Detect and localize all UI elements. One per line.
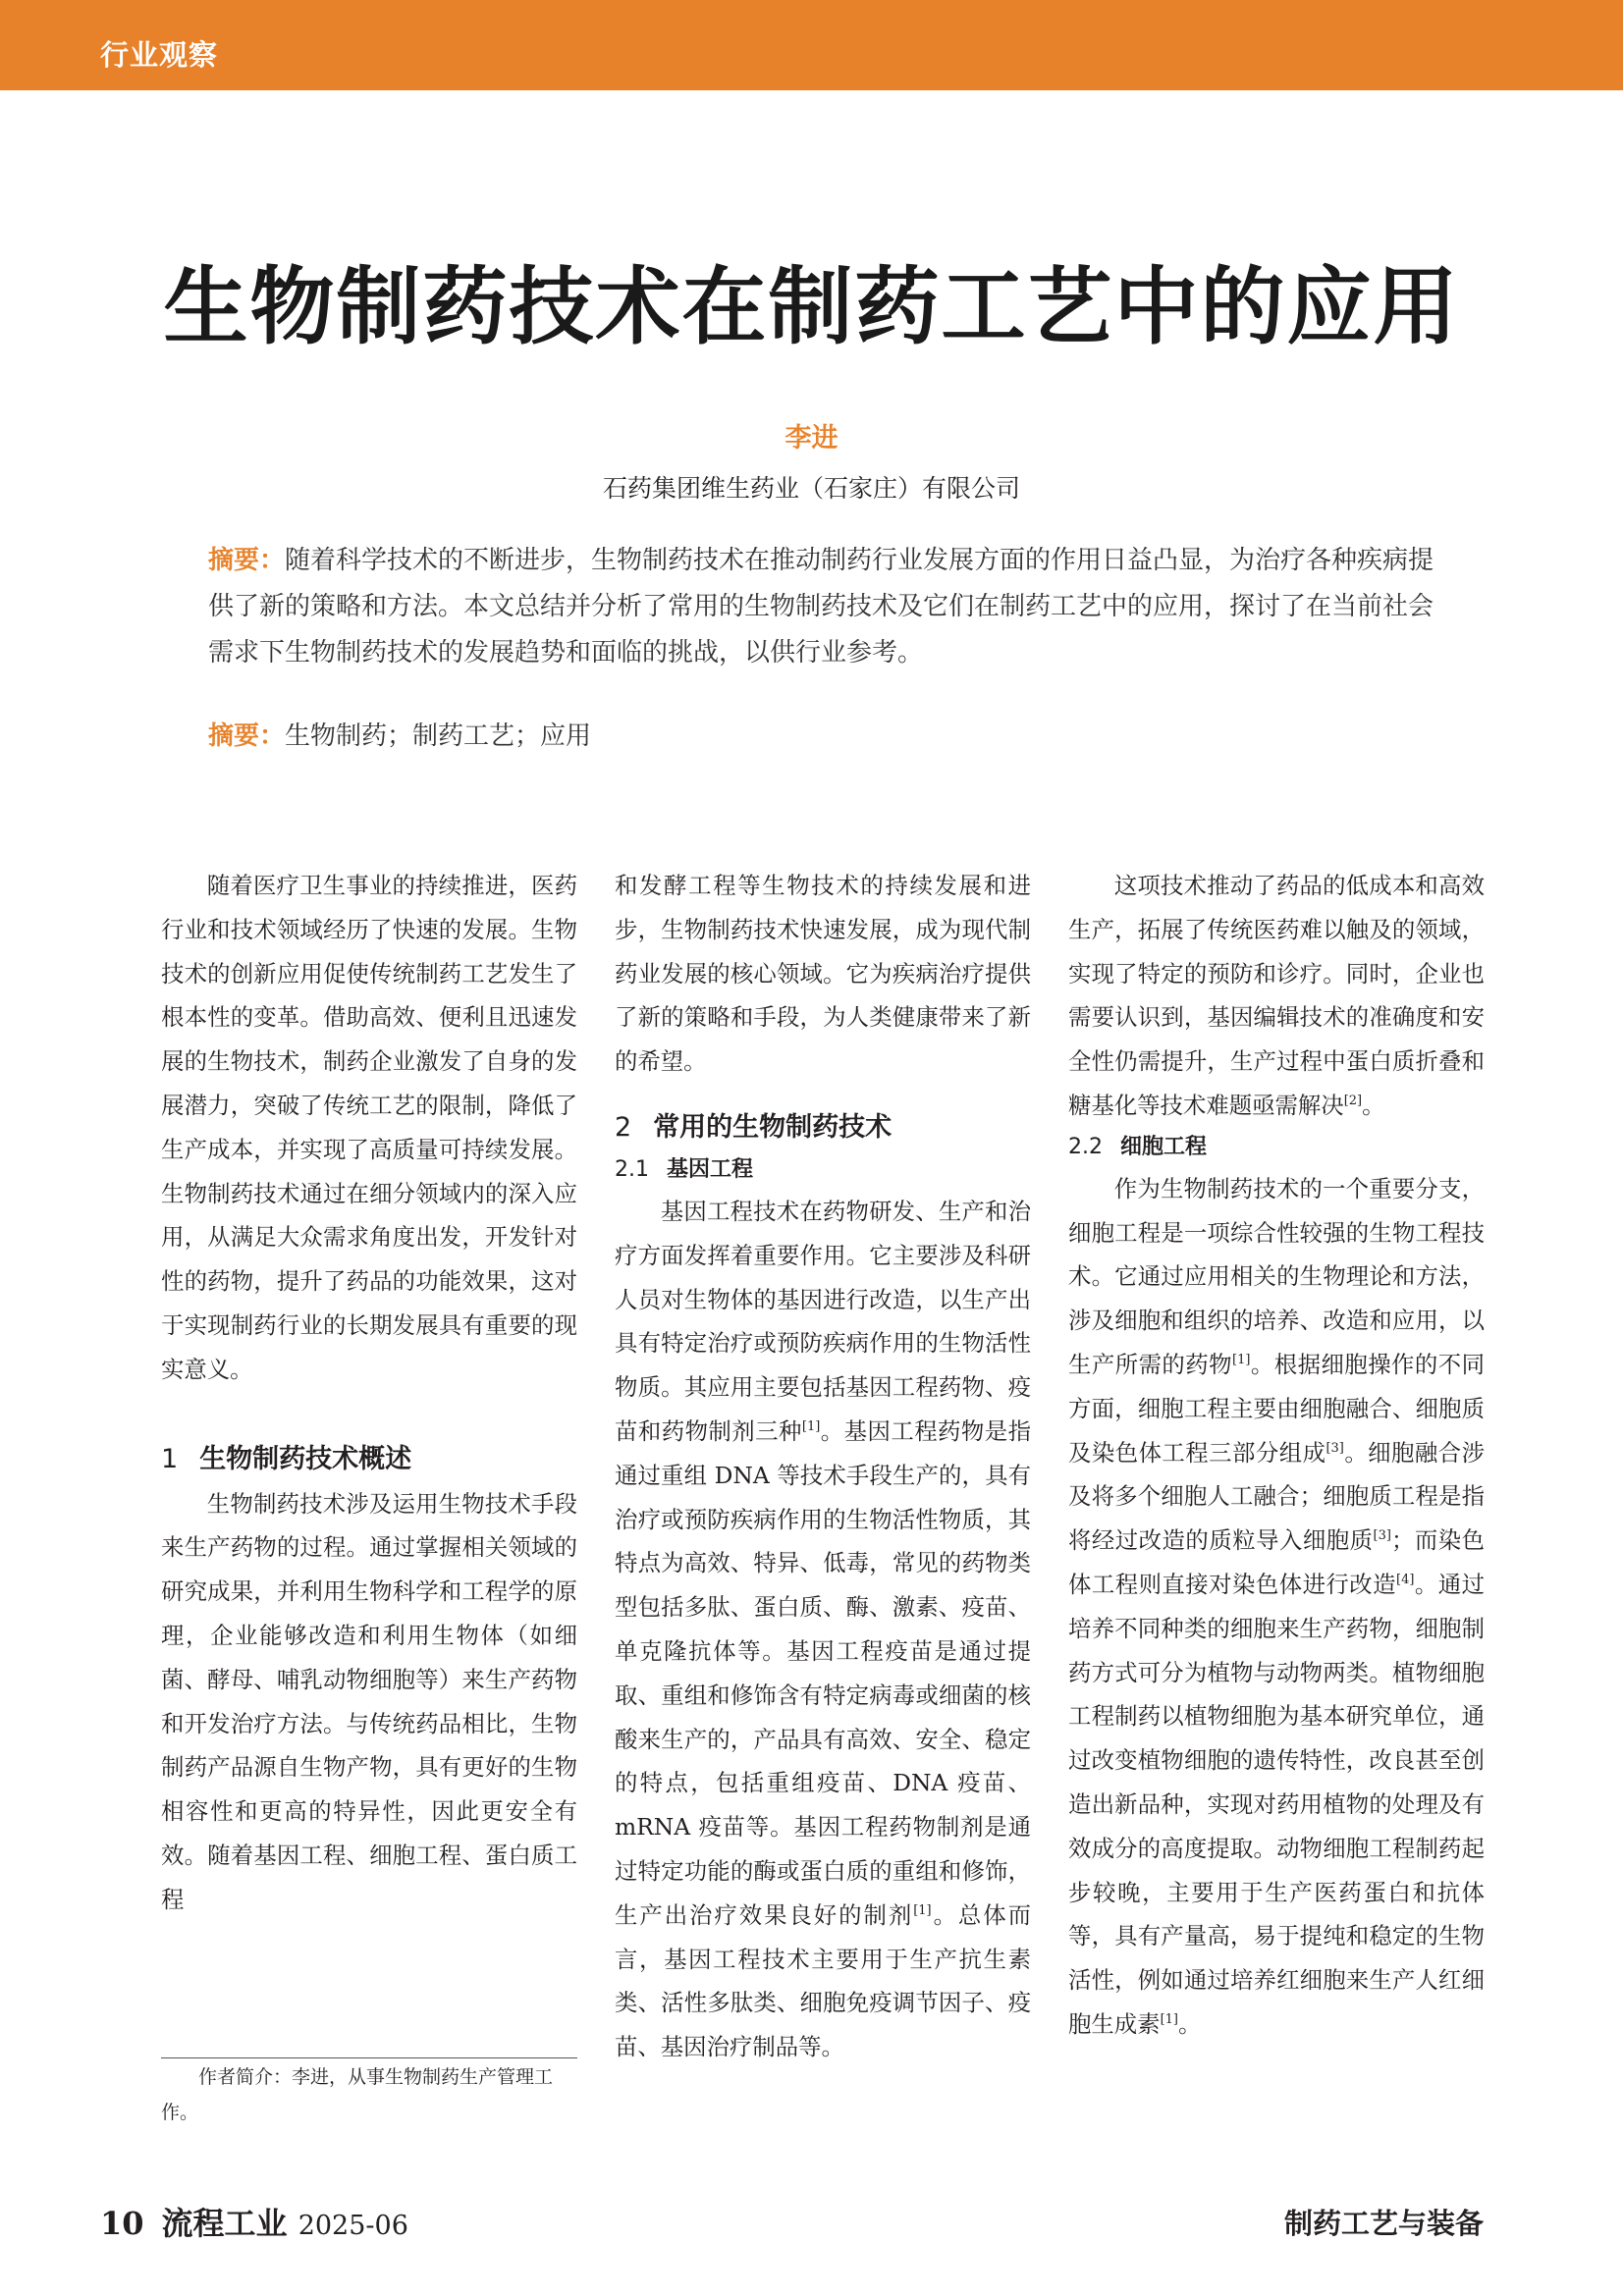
keywords-text: 生物制药；制药工艺；应用	[285, 721, 592, 751]
section-2-1-title: 基因工程	[667, 1156, 754, 1182]
footer-left	[100, 2199, 408, 2244]
section-1-paragraph: 生物制药技术涉及运用生物技术手段来生产药物的过程。通过掌握相关领域的研究成果，并利用生物科学和工程学的原理，企业能够改造和利用生物体（如细菌、酵母、哺乳动物细胞等）来生产药物和开发治疗方法。与传统药品相比，生物制药产品源自生物产物，具有更好的生物相容性和更高的特异性，因此更安全有效。随着基因工程、细胞工程、蛋白质工程	[161, 1489, 577, 1913]
citation: [4]	[1396, 1572, 1415, 1587]
section-2-1-number: 2.1	[615, 1156, 649, 1182]
text-run: 。通过培养不同种类的细胞来生产药物，细胞制药方式可分为植物与动物两类。植物细胞工程制药以植物细胞为基本研究单位，通过改变植物细胞的遗传特性，改良甚至创造出新品种，实现对药用植物的处理及有效成分的高度提取。动物细胞工程制药起步较晚，主要用于生产医药蛋白和抗体等，具有产量高，易于提纯和稳定的生物活性，例如通过培养红细胞来生产人红细胞生成素	[1068, 1570, 1486, 2038]
section-2-heading	[615, 1105, 1031, 1150]
section-1-number: 1	[161, 1443, 179, 1474]
text-run: ；而染色体工程则直接对染色体进行改造	[1068, 1526, 1486, 1598]
abstract-text: 随着科学技术的不断进步，生物制药技术在推动制药行业发展方面的作用日益凸显，为治疗各种疾病提供了新的策略和方法。本文总结并分析了常用的生物制药技术及它们在制药工艺中的应用，探讨了在当前社会需求下生物制药技术的发展趋势和面临的挑战，以供行业参考。	[208, 546, 1434, 667]
text-run: 。根据细胞操作的不同方面，细胞工程主要由细胞融合、细胞质及染色体工程三部分组成	[1068, 1350, 1486, 1467]
keywords	[208, 714, 1445, 760]
issue-date: 2025-06	[298, 2211, 408, 2241]
column-1	[161, 864, 577, 1922]
author-name: 李进	[784, 423, 839, 454]
section-1-heading	[161, 1437, 577, 1482]
citation: [1]	[913, 1902, 932, 1918]
text-run: 这项技术推动了药品的低成本和高效生产，拓展了传统医药难以触及的领域，实现了特定的预防和诊疗。同时，企业也需要认识到，基因编辑技术的准确度和安全性仍需提升，生产过程中蛋白质折叠和糖基化等技术难题亟需解决	[1068, 872, 1485, 1119]
text-run: 。细胞融合涉及将多个细胞人工融合；细胞质工程是指将经过改造的质粒导入细胞质	[1068, 1438, 1486, 1555]
citation: [3]	[1373, 1528, 1391, 1544]
author-footnote: 作者简介：李进，从事生物制药生产管理工作。	[161, 2066, 554, 2123]
abstract	[208, 538, 1445, 676]
page-number: 10	[100, 2205, 144, 2242]
section-2-1-paragraph-2	[1068, 864, 1485, 1128]
intro-paragraph: 随着医疗卫生事业的持续推进，医药行业和技术领域经历了快速的发展。生物技术的创新应用促使传统制药工艺发生了根本性的变革。借助高效、便利且迅速发展的生物技术，制药企业激发了自身的发展潜力，突破了传统工艺的限制，降低了生产成本，并实现了高质量可持续发展。生物制药技术通过在细分领域内的深入应用，从满足大众需求角度出发，开发针对性的药物，提升了药品的功能效果，这对于实现制药行业的长期发展具有重要的现实意义。	[161, 872, 577, 1383]
section-2-1-paragraph	[615, 1190, 1031, 2069]
text-run: 。总体而言，基因工程技术主要用于生产抗生素类、活性多肽类、细胞免疫调节因子、疫苗、基因治疗制品等。	[615, 1900, 1032, 2061]
citation: [2]	[1343, 1093, 1363, 1108]
section-2-2-number: 2.2	[1068, 1134, 1103, 1159]
header-bar	[0, 0, 1623, 90]
citation: [1]	[1160, 2011, 1178, 2027]
section-2-2-heading	[1068, 1128, 1485, 1167]
section-2-2-paragraph	[1068, 1167, 1485, 2047]
column-2	[615, 864, 1031, 2069]
journal-name: 流程工业	[161, 2205, 288, 2242]
text-run: 。基因工程药物是指通过重组 DNA 等技术手段生产的，具有治疗或预防疾病作用的生物活性物质，其特点为高效、特异、低毒，常见的药物类型包括多肽、蛋白质、酶、激素、疫苗、单克隆抗体等。基因工程疫苗是通过提取、重组和修饰含有特定病毒或细菌的核酸来生产的，产品具有高效、安全、稳定的特点，包括重组疫苗、DNA 疫苗、mRNA 疫苗等。基因工程药物制剂是通过特定功能的酶或蛋白质的重组和修饰，生产出治疗效果良好的制剂	[615, 1416, 1032, 1929]
section-2-2-title: 细胞工程	[1120, 1134, 1208, 1159]
text-run: 。	[1177, 2009, 1202, 2038]
author-affiliation: 石药集团维生药业（石家庄）有限公司	[602, 474, 1020, 503]
section-label: 行业观察	[100, 38, 219, 72]
article-title: 生物制药技术在制药工艺中的应用	[163, 258, 1460, 356]
citation: [1]	[1232, 1352, 1251, 1367]
column-3	[1068, 864, 1485, 2047]
text-run: 。	[1362, 1091, 1385, 1119]
footnote-divider	[161, 2057, 577, 2058]
keywords-label: 摘要：	[208, 721, 286, 751]
text-run: 基因工程技术在药物研发、生产和治疗方面发挥着重要作用。它主要涉及科研人员对生物体的基因进行改造，以生产出具有特定治疗或预防疾病作用的生物活性物质。其应用主要包括基因工程药物、疫苗和药物制剂三种	[615, 1197, 1031, 1445]
abstract-label: 摘要：	[208, 546, 286, 575]
section-1-paragraph-continued: 和发酵工程等生物技术的持续发展和进步，生物制药技术快速发展，成为现代制药业发展的核心领域。它为疾病治疗提供了新的策略和手段，为人类健康带来了新的希望。	[615, 872, 1031, 1076]
section-2-1-heading	[615, 1150, 1031, 1190]
footer-column-name: 制药工艺与装备	[1283, 2207, 1484, 2240]
citation: [3]	[1325, 1440, 1344, 1456]
text-run: 作为生物制药技术的一个重要分支，细胞工程是一项综合性较强的生物工程技术。它通过应用相关的生物理论和方法，涉及细胞和组织的培养、改造和应用，以生产所需的药物	[1068, 1174, 1485, 1378]
section-2-number: 2	[615, 1111, 632, 1143]
section-2-title: 常用的生物制药技术	[653, 1111, 893, 1143]
citation: [1]	[801, 1418, 821, 1434]
section-1-title: 生物制药技术概述	[199, 1443, 412, 1474]
